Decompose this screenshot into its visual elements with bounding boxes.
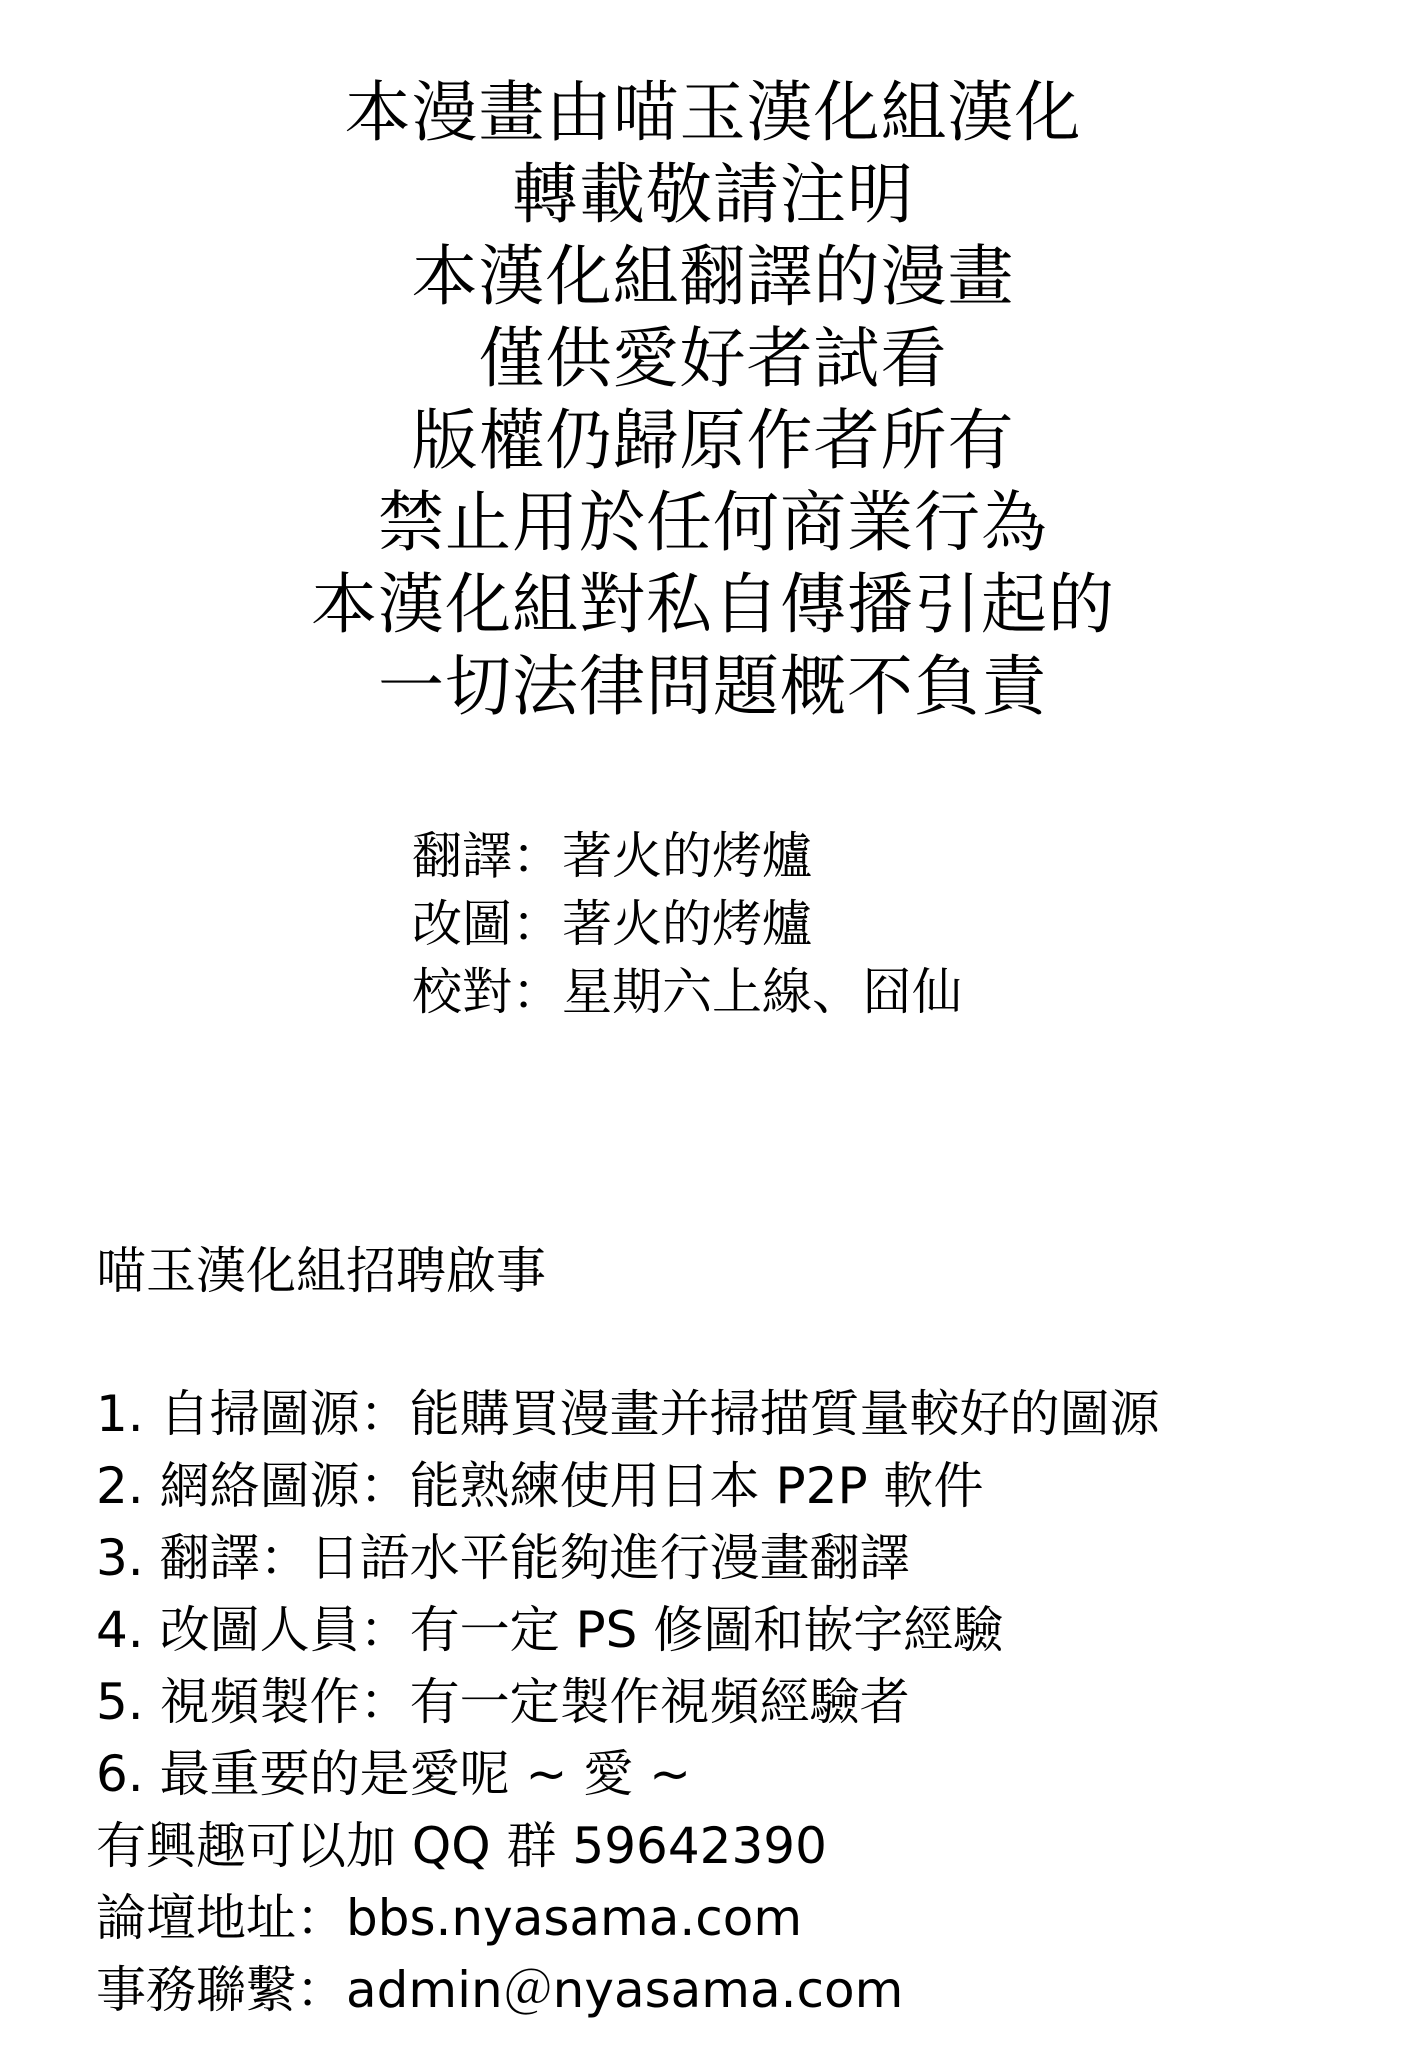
disclaimer-line: 一切法律問題概不負責 [378, 648, 1048, 725]
recruitment-item: 5. 視頻製作：有一定製作視頻經驗者 [96, 1673, 910, 1731]
recruitment-item: 1. 自掃圖源：能購買漫畫并掃描質量較好的圖源 [96, 1385, 1160, 1443]
recruitment-notice [96, 1236, 1406, 2026]
disclaimer-line: 本漢化組對私自傳播引起的 [311, 566, 1115, 643]
recruitment-title: 喵玉漢化組招聘啟事 [96, 1242, 546, 1300]
staff-credits [412, 822, 962, 1026]
qq-group-info: 有興趣可以加 QQ 群 59642390 [96, 1817, 827, 1875]
recruitment-item: 6. 最重要的是愛呢 ~ 愛 ~ [96, 1745, 692, 1803]
disclaimer-line: 僅供愛好者試看 [478, 320, 948, 397]
forum-address: 論壇地址：bbs.nyasama.com [96, 1889, 803, 1947]
recruitment-item: 4. 改圖人員：有一定 PS 修圖和嵌字經驗 [96, 1601, 1004, 1659]
disclaimer-line: 本漫畫由喵玉漢化組漢化 [344, 74, 1082, 151]
credit-translation: 翻譯：著火的烤爐 [412, 827, 812, 885]
recruitment-item: 3. 翻譯：日語水平能夠進行漫畫翻譯 [96, 1529, 910, 1587]
recruitment-item: 2. 網絡圖源：能熟練使用日本 P2P 軟件 [96, 1457, 984, 1515]
disclaimer-line: 版權仍歸原作者所有 [411, 402, 1015, 479]
disclaimer-line: 禁止用於任何商業行為 [378, 484, 1048, 561]
disclaimer-line: 轉載敬請注明 [512, 156, 914, 233]
disclaimer-block [0, 72, 1426, 728]
disclaimer-line: 本漢化組翻譯的漫畫 [411, 238, 1015, 315]
credit-editing: 改圖：著火的烤爐 [412, 895, 812, 953]
credit-proofreading: 校對：星期六上線、囧仙 [412, 963, 962, 1021]
contact-email: 事務聯繫：admin＠nyasama.com [96, 1961, 904, 2019]
